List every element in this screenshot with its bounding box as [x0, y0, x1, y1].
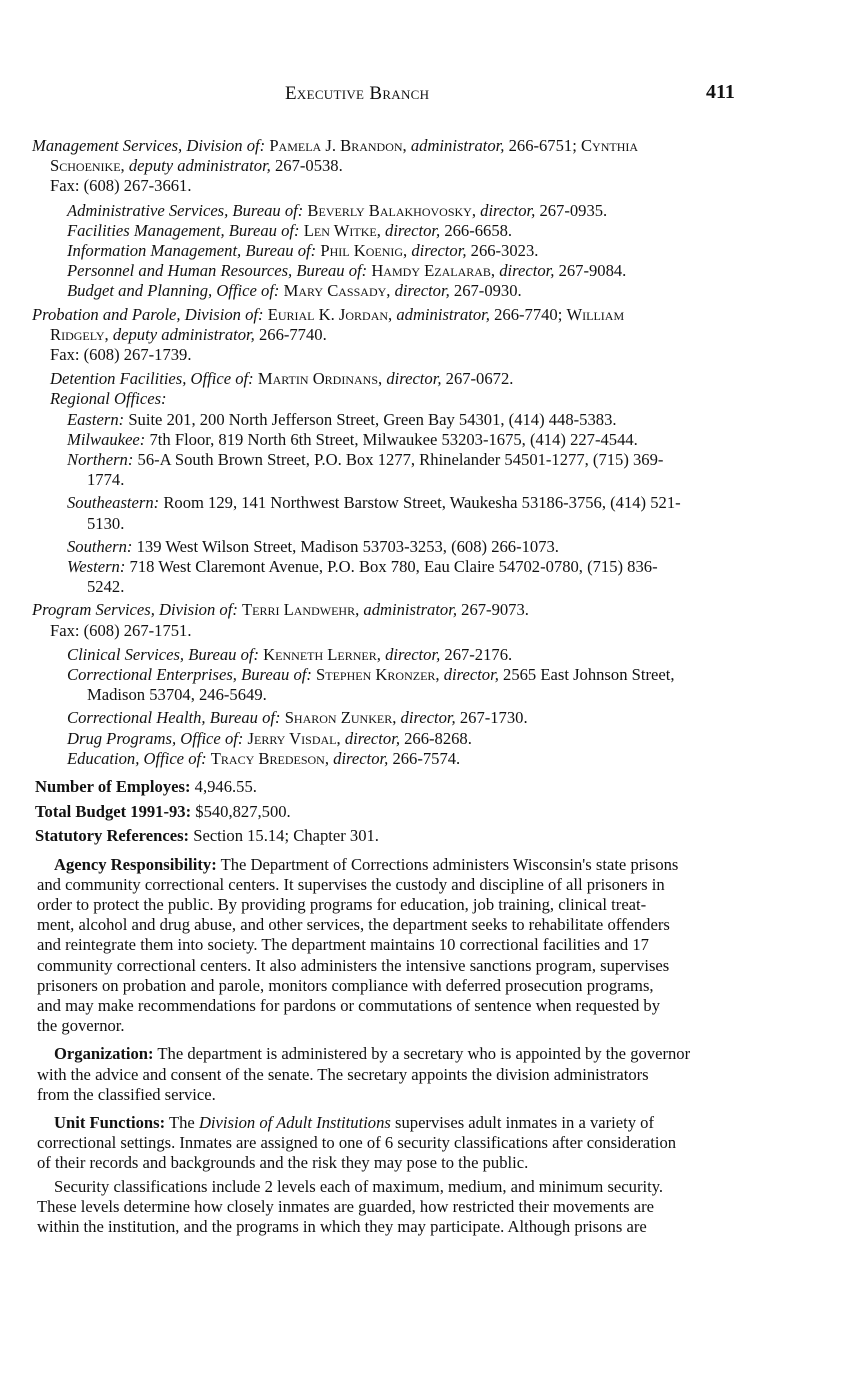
director-phone: 267-0672.	[445, 369, 514, 389]
director-name: Jerry Visdal,	[247, 728, 341, 748]
regional-office	[0, 430, 859, 450]
line-text: supervises adult inmates in a variety of	[395, 1113, 654, 1133]
bureau-entry	[0, 281, 859, 301]
management-services-continuation	[0, 156, 859, 176]
program-unit	[0, 729, 859, 749]
regional-office	[0, 410, 859, 430]
paragraph-label: Organization:	[54, 1044, 154, 1064]
administrator-name: Pamela J. Brandon,	[269, 136, 407, 155]
line-text: The department is administered by a secretary who is appointed by the governor	[157, 1044, 691, 1064]
administrator-phone: 267-9073.	[461, 600, 529, 620]
management-services-entry	[0, 136, 859, 302]
paragraph-line: order to protect the public. By providing programs for education, job training, clinical treat-	[37, 895, 647, 914]
director-name: Beverly Balakhovosky,	[307, 200, 476, 220]
program-unit	[0, 665, 859, 685]
employees-label: Number of Employes:	[35, 777, 191, 797]
division-name: Probation and Parole, Division of:	[32, 304, 264, 324]
page-body	[0, 136, 859, 1237]
director-name: Mary Cassady,	[283, 281, 391, 301]
paragraph-line	[37, 1113, 748, 1133]
probation-parole-entry	[0, 305, 859, 598]
budget-row	[35, 802, 859, 827]
paragraph-line: within the institution, and the programs in which they may participate. Although prisons are	[37, 1217, 647, 1237]
director-name: Hamdy Ezalarab,	[371, 261, 496, 281]
program-unit	[0, 708, 859, 728]
fax-line: Fax: (608) 267-3661.	[50, 176, 192, 196]
region-name: Northern:	[67, 450, 134, 470]
deputy-title: deputy administrator,	[112, 324, 255, 344]
bureau-name: Facilities Management, Bureau of:	[67, 220, 300, 240]
paragraph-line: with the advice and consent of the senate. The secretary appoints the division administrators	[37, 1064, 649, 1084]
director-title: director,	[499, 261, 555, 281]
paragraph-line: prisoners on probation and parole, monitors compliance with deferred prosecution programs,	[37, 975, 654, 995]
deputy-title: deputy administrator,	[128, 156, 271, 176]
region-address: 7th Floor, 819 North 6th Street, Milwaukee 53203-1675, (414) 227-4544.	[149, 429, 638, 449]
office-name: Detention Facilities, Office of:	[50, 369, 254, 389]
regional-office	[0, 493, 859, 513]
line-text: The	[168, 1113, 195, 1133]
region-address: 718 West Claremont Avenue, P.O. Box 780, Eau Claire 54702-0780, (715) 836-	[129, 557, 658, 577]
line-text: The Department of Corrections administers Wisconsin's state prisons	[220, 854, 679, 874]
regional-office-continuation: 1774.	[87, 470, 125, 490]
fax-line: Fax: (608) 267-1739.	[50, 345, 192, 365]
director-name: Phil Koenig,	[320, 241, 408, 261]
director-phone: 266-8268.	[404, 728, 472, 748]
probation-parole-continuation	[0, 325, 859, 345]
statutory-row	[35, 826, 859, 851]
paragraph-line: ment, alcohol and drug abuse, and other services, the department seeks to rehabilitate offenders	[37, 915, 670, 935]
director-phone: 267-0935.	[539, 200, 608, 220]
region-address: 139 West Wilson Street, Madison 53703-3253, (608) 266-1073.	[136, 536, 559, 556]
director-title: director,	[333, 748, 389, 768]
unit-name: Drug Programs, Office of:	[67, 728, 244, 748]
regional-offices-label: Regional Offices:	[50, 389, 167, 409]
director-phone: 266-6658.	[444, 220, 513, 240]
deputy-first-name: William	[566, 304, 625, 324]
program-services-entry	[0, 600, 859, 769]
director-title: director,	[480, 200, 536, 220]
detention-facilities-line	[0, 369, 859, 389]
program-services-line	[0, 600, 859, 620]
director-address: 2565 East Johnson Street,	[503, 665, 675, 685]
region-name: Southeastern:	[67, 493, 160, 513]
region-name: Southern:	[67, 536, 133, 556]
paragraph-line: from the classified service.	[37, 1084, 216, 1104]
unit-name: Clinical Services, Bureau of:	[67, 644, 260, 664]
director-phone: 267-2176.	[444, 644, 513, 664]
unit-name: Education, Office of:	[67, 748, 207, 768]
deputy-last-name: Ridgely,	[50, 324, 109, 344]
director-title: director,	[400, 708, 456, 728]
program-unit	[0, 749, 859, 769]
division-name: Management Services, Division of:	[32, 136, 266, 155]
regional-office-list	[0, 410, 859, 598]
deputy-phone: 266-7740.	[258, 324, 327, 344]
director-name: Len Witke,	[303, 220, 381, 240]
unit-name: Correctional Enterprises, Bureau of:	[67, 665, 312, 685]
director-phone: 267-0930.	[453, 281, 522, 301]
regional-office	[0, 557, 859, 577]
director-title: director,	[385, 644, 441, 664]
administrator-name: Terri Landwehr,	[242, 600, 360, 620]
director-name: Stephen Kronzer,	[316, 665, 440, 685]
paragraph-line: correctional settings. Inmates are assigned to one of 6 security classifications after consideration	[37, 1133, 677, 1153]
deputy-first-name: Cynthia	[580, 136, 639, 155]
division-name: Program Services, Division of:	[32, 600, 238, 620]
page-number: 411	[706, 81, 735, 103]
administrator-phone: 266-6751;	[508, 136, 577, 155]
deputy-last-name: Schoenike,	[50, 156, 125, 176]
fax-line: Fax: (608) 267-1751.	[50, 620, 192, 640]
bureau-list	[0, 201, 859, 302]
running-title: Executive Branch	[285, 83, 430, 104]
unit-name: Correctional Health, Bureau of:	[67, 708, 281, 728]
running-head	[0, 81, 859, 110]
director-phone: 266-7574.	[392, 748, 461, 768]
bureau-name: Administrative Services, Bureau of:	[67, 200, 304, 220]
bureau-name: Personnel and Human Resources, Bureau of:	[67, 261, 368, 281]
administrator-title: administrator,	[396, 304, 490, 324]
organization-paragraph	[0, 1044, 748, 1105]
paragraph-line: and community correctional centers. It supervises the custody and discipline of all prisoners in	[37, 874, 665, 894]
director-name: Martin Ordinans,	[257, 369, 383, 389]
paragraph-line: community correctional centers. It also administers the intensive sanctions program, supervises	[37, 955, 670, 975]
paragraph-line: the governor.	[37, 1016, 125, 1036]
statutory-value: Section 15.14; Chapter 301.	[193, 826, 379, 846]
director-title: director,	[411, 241, 467, 261]
region-address: Suite 201, 200 North Jefferson Street, Green Bay 54301, (414) 448-5383.	[128, 409, 617, 429]
regional-office-continuation: 5242.	[87, 577, 125, 597]
director-title: director,	[443, 665, 499, 685]
bureau-name: Budget and Planning, Office of:	[67, 281, 280, 301]
bureau-entry	[0, 201, 859, 221]
paragraph-line: and reintegrate them into society. The department maintains 10 correctional facilities and 17	[37, 935, 649, 955]
director-title: director,	[394, 281, 450, 301]
employees-value: 4,946.55.	[194, 777, 257, 797]
director-title: director,	[385, 220, 441, 240]
paragraph-label: Unit Functions:	[54, 1113, 166, 1133]
regional-office	[0, 450, 859, 470]
division-name: Division of Adult Institutions	[198, 1113, 391, 1133]
security-classifications-paragraph	[0, 1177, 748, 1238]
director-name: Kenneth Lerner,	[263, 644, 381, 664]
agency-facts	[0, 777, 859, 851]
employees-row	[35, 777, 859, 802]
director-name: Tracy Bredeson,	[210, 748, 329, 768]
paragraph-line: Security classifications include 2 levels each of maximum, medium, and minimum security.	[54, 1176, 664, 1196]
administrator-title: administrator,	[410, 136, 505, 155]
program-unit	[0, 645, 859, 665]
administrator-title: administrator,	[363, 600, 457, 620]
director-title: director,	[386, 369, 442, 389]
bureau-name: Information Management, Bureau of:	[67, 241, 317, 261]
agency-responsibility-paragraph	[0, 855, 748, 1037]
region-name: Eastern:	[67, 409, 125, 429]
bureau-entry	[0, 221, 859, 241]
region-name: Western:	[67, 557, 126, 577]
administrator-phone: 266-7740;	[494, 304, 563, 324]
administrator-name: Eurial K. Jordan,	[267, 304, 393, 324]
paragraph-line: of their records and backgrounds and the risk they may pose to the public.	[37, 1153, 529, 1173]
unit-functions-paragraph	[0, 1113, 748, 1174]
paragraph-line: and may make recommendations for pardons or commutations of sentence when requested by	[37, 996, 660, 1016]
paragraph-line	[37, 1044, 748, 1064]
budget-value: $540,827,500.	[195, 801, 291, 821]
management-services-line	[0, 136, 859, 156]
regional-office	[0, 537, 859, 557]
region-address: Room 129, 141 Northwest Barstow Street, Waukesha 53186-3756, (414) 521-	[163, 493, 681, 513]
director-phone: 267-9084.	[558, 261, 627, 281]
director-phone: 267-1730.	[459, 708, 528, 728]
probation-parole-line	[0, 305, 859, 325]
region-name: Milwaukee:	[67, 429, 146, 449]
paragraph-label: Agency Responsibility:	[54, 854, 217, 874]
program-unit-list	[0, 645, 859, 769]
regional-office-continuation: 5130.	[87, 513, 125, 533]
region-address: 56-A South Brown Street, P.O. Box 1277, Rhinelander 54501-1277, (715) 369-	[137, 450, 664, 470]
statutory-label: Statutory References:	[35, 826, 190, 846]
bureau-entry	[0, 241, 859, 261]
director-title: director,	[344, 728, 400, 748]
paragraph-line	[37, 855, 748, 875]
budget-label: Total Budget 1991-93:	[35, 801, 192, 821]
paragraph-line: These levels determine how closely inmates are guarded, how restricted their movements are	[37, 1196, 654, 1216]
director-phone: 266-3023.	[470, 241, 539, 261]
director-name: Sharon Zunker,	[284, 708, 397, 728]
bureau-entry	[0, 261, 859, 281]
deputy-phone: 267-0538.	[275, 156, 343, 176]
program-unit-continuation: Madison 53704, 246-5649.	[87, 685, 267, 705]
